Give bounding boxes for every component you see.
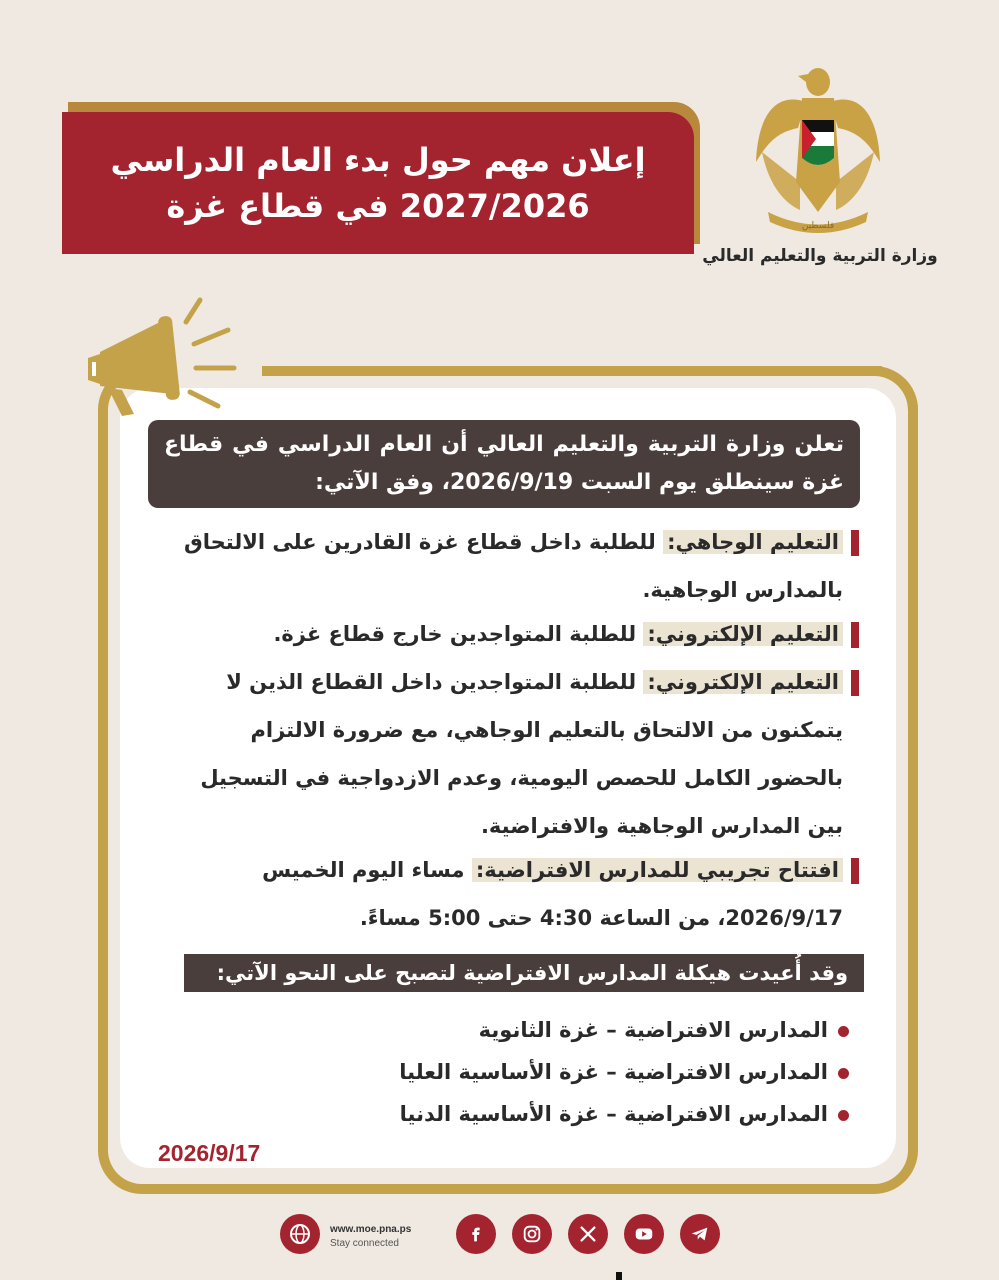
telegram-icon[interactable] [680,1214,720,1254]
item-text: للطلبة داخل قطاع غزة القادرين على الالتحاق [184,530,656,554]
announcement-date: 2026/9/17 [158,1140,261,1166]
item-text: للطلبة المتواجدين داخل القطاع الذين لا [226,670,637,694]
x-icon[interactable] [568,1214,608,1254]
globe-icon [280,1214,320,1254]
item-online-inside [159,658,859,850]
item-marker [851,670,859,696]
item-in-person [159,518,859,614]
title-line-2: 2027/2026 في قطاع غزة [166,187,590,225]
item-text: للطلبة المتواجدين خارج قطاع غزة. [273,622,637,646]
bullet-dot [838,1110,849,1121]
item-text-continued: 2026/9/17، من الساعة 4:30 حتى 5:00 مساءً. [359,906,843,930]
item-label: التعليم الوجاهي: [663,530,843,554]
item-label: افتتاح تجريبي للمدارس الافتراضية: [472,858,843,882]
bullet-dot [838,1068,849,1079]
card-top-border [262,366,882,376]
structure-heading: وقد أُعيدت هيكلة المدارس الافتراضية لتصبح على النحو الآتي: [184,954,864,992]
bottom-mark [616,1272,622,1280]
item-label: التعليم الإلكتروني: [643,622,843,646]
item-label: التعليم الإلكتروني: [643,670,843,694]
item-text-continued: يتمكنون من الالتحاق بالتعليم الوجاهي، مع ضرورة الالتزام [250,718,843,742]
palestine-eagle-logo [748,62,888,242]
item-marker [851,622,859,648]
stay-connected-label: Stay connected [330,1238,399,1249]
item-text-continued: بالمدارس الوجاهية. [642,578,843,602]
logo-text: فلسطين [801,221,835,231]
item-text-continued: بالحضور الكامل للحصص اليومية، وعدم الازدواجية في التسجيل [200,766,843,790]
item-text: مساء اليوم الخميس [262,858,465,882]
item-online-abroad [159,610,859,658]
youtube-icon[interactable] [624,1214,664,1254]
website-url[interactable]: www.moe.pna.ps [330,1224,412,1235]
intro-paragraph: تعلن وزارة التربية والتعليم العالي أن العام الدراسي في قطاع غزة سينطلق يوم السبت 2026/9/19، وفق الآتي: [148,420,860,508]
footer-website[interactable] [280,1214,430,1258]
item-text-continued: بين المدارس الوجاهية والافتراضية. [480,814,843,838]
ministry-name: وزارة التربية والتعليم العالي [702,246,938,266]
title-banner [62,112,694,254]
school-item: المدارس الافتراضية – غزة الأساسية العليا [399,1052,849,1092]
facebook-icon[interactable] [456,1214,496,1254]
school-item: المدارس الافتراضية – غزة الأساسية الدنيا [400,1094,849,1134]
bullet-dot [838,1026,849,1037]
school-item: المدارس الافتراضية – غزة الثانوية [479,1010,849,1050]
title-line-1: إعلان مهم حول بدء العام الدراسي [110,141,646,179]
item-marker [851,858,859,884]
item-trial-opening [159,846,859,942]
instagram-icon[interactable] [512,1214,552,1254]
item-marker [851,530,859,556]
megaphone-icon [78,296,238,416]
